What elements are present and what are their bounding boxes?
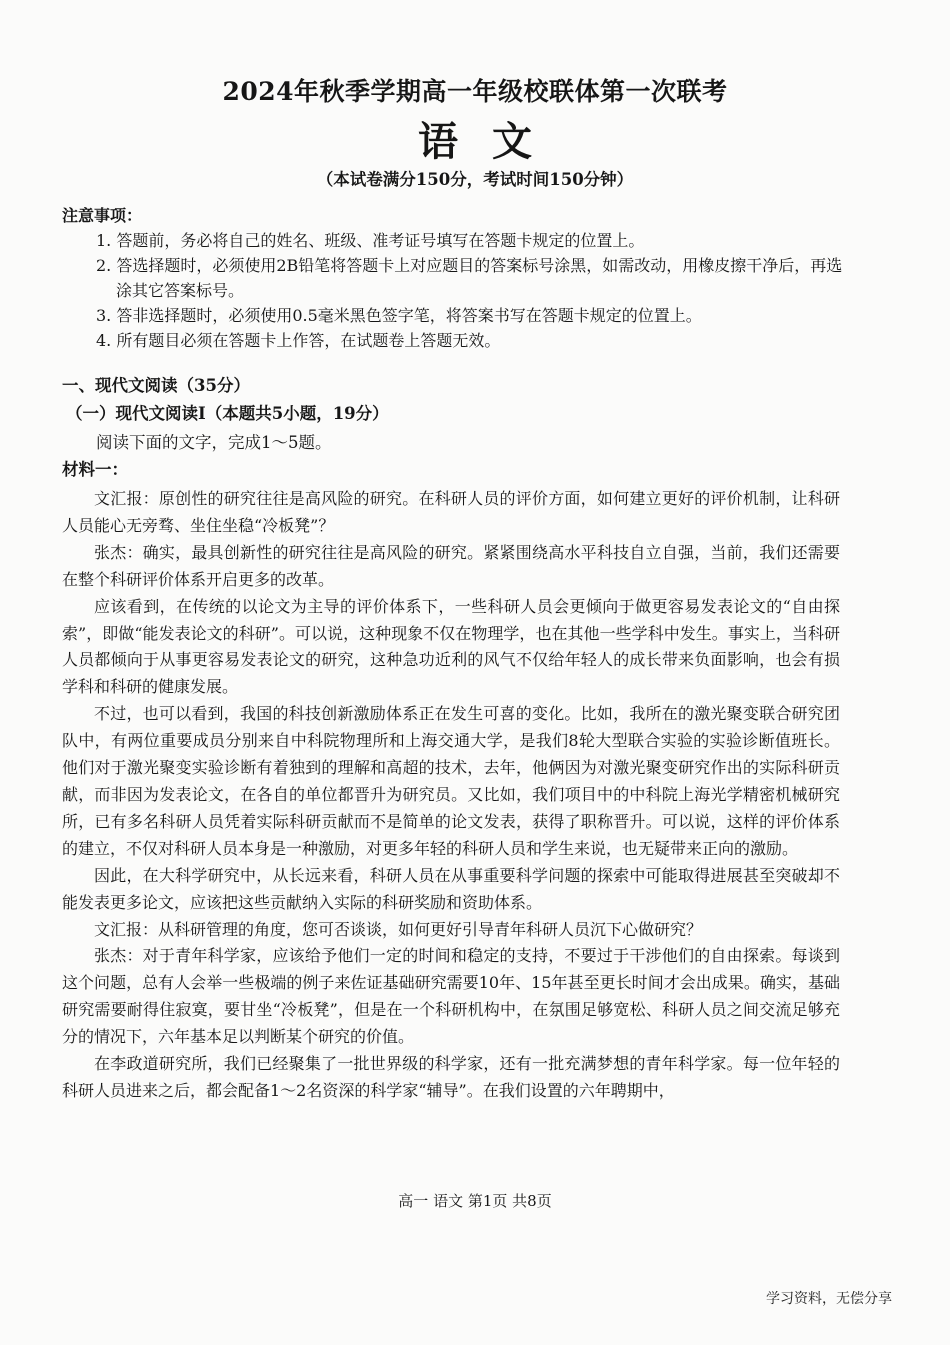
notice-heading: 注意事项： bbox=[62, 206, 143, 225]
page-footer: 高一 语文 第1页 共8页 bbox=[398, 1192, 552, 1210]
passage-paragraph: 文汇报：从科研管理的角度，您可否谈谈，如何更好引导青年科研人员沉下心做研究？ bbox=[94, 919, 703, 939]
passage-paragraph: 文汇报：原创性的研究往往是高风险的研究。在科研人员的评价方面，如何建立更好的评价机制，让科研人员能心无旁骛、坐住坐稳“冷板凳”？ bbox=[62, 489, 840, 535]
passage-paragraph: 张杰：对于青年科学家，应该给予他们一定的时间和稳定的支持，不要过于干涉他们的自由探索。每谈到这个问题，总有人会举一些极端的例子来佐证基础研究需要10年、15年甚至更长时间才会出成果。确实，基础研究需要耐得住寂寞，要甘坐“冷板凳”，但是在一个科研机构中，在氛围足够宽松、科研人员之间交流足够充分的情况下，六年基本足以判断某个研究的价值。 bbox=[62, 946, 840, 1047]
passage-paragraph: 在李政道研究所，我们已经聚集了一批世界级的科学家，还有一批充满梦想的青年科学家。每一位年轻的科研人员进来之后，都会配备1～2名资深的科学家“辅导”。在我们设置的六年聘期中， bbox=[62, 1054, 840, 1100]
notice-item: 1. 答题前，务必将自己的姓名、班级、准考证号填写在答题卡规定的位置上。 bbox=[96, 231, 645, 250]
passage-paragraph: 因此，在大科学研究中，从长远来看，科研人员在从事重要科学问题的探索中可能取得进展甚至突破却不能发表更多论文，应该把这些贡献纳入实际的科研奖励和资助体系。 bbox=[62, 865, 840, 912]
material-label: 材料一： bbox=[62, 460, 128, 479]
score-note: （本试卷满分150分，考试时间150分钟） bbox=[316, 170, 634, 189]
exam-title: 2024年秋季学期高一年级校联体第一次联考 bbox=[222, 77, 728, 106]
section-title: 一、现代文阅读（35分） bbox=[62, 376, 250, 395]
share-watermark: 学习资料，无偿分享 bbox=[766, 1291, 892, 1307]
notice-item: 3. 答非选择题时，必须使用0.5毫米黑色签字笔，将答案书写在答题卡规定的位置上。 bbox=[96, 306, 702, 325]
section-subtitle: （一）现代文阅读Ⅰ（本题共5小题，19分） bbox=[66, 404, 389, 423]
reading-instruction: 阅读下面的文字，完成1～5题。 bbox=[96, 433, 332, 452]
notice-item: 4. 所有题目必须在答题卡上作答，在试题卷上答题无效。 bbox=[96, 331, 501, 350]
notice-list bbox=[96, 228, 856, 353]
passage-body bbox=[62, 486, 840, 1105]
passage-paragraph: 张杰：确实，最具创新性的研究往往是高风险的研究。紧紧围绕高水平科技自立自强，当前，我们还需要在整个科研评价体系开启更多的改革。 bbox=[62, 542, 840, 589]
passage-paragraph: 不过，也可以看到，我国的科技创新激励体系正在发生可喜的变化。比如，我所在的激光聚变联合研究团队中，有两位重要成员分别来自中科院物理所和上海交通大学，是我们8轮大型联合实验的实验诊断值班长。他们对于激光聚变实验诊断有着独到的理解和高超的技术，去年，他俩因为对激光聚变研究作出的实际科研贡献，而非因为发表论文，在各自的单位都晋升为研究员。又比如，我们项目中的中科院上海光学精密机械研究所，已有多名科研人员凭着实际科研贡献而不是简单的论文发表，获得了职称晋升。可以说，这样的评价体系的建立，不仅对科研人员本身是一种激励，对更多年轻的科研人员和学生来说，也无疑带来正向的激励。 bbox=[62, 704, 840, 858]
passage-paragraph: 应该看到，在传统的以论文为主导的评价体系下，一些科研人员会更倾向于做更容易发表论文的“自由探索”，即做“能发表论文的科研”。可以说，这种现象不仅在物理学，也在其他一些学科中发生。事实上，当科研人员都倾向于从事更容易发表论文的研究，这种急功近利的风气不仅给年轻人的成长带来负面影响，也会有损学科和科研的健康发展。 bbox=[62, 596, 840, 697]
subject-title: 语文 bbox=[418, 118, 566, 165]
notice-item: 2. 答选择题时，必须使用2B铅笔将答题卡上对应题目的答案标号涂黑，如需改动，用橡皮擦干净后，再选涂其它答案标号。 bbox=[96, 256, 843, 300]
